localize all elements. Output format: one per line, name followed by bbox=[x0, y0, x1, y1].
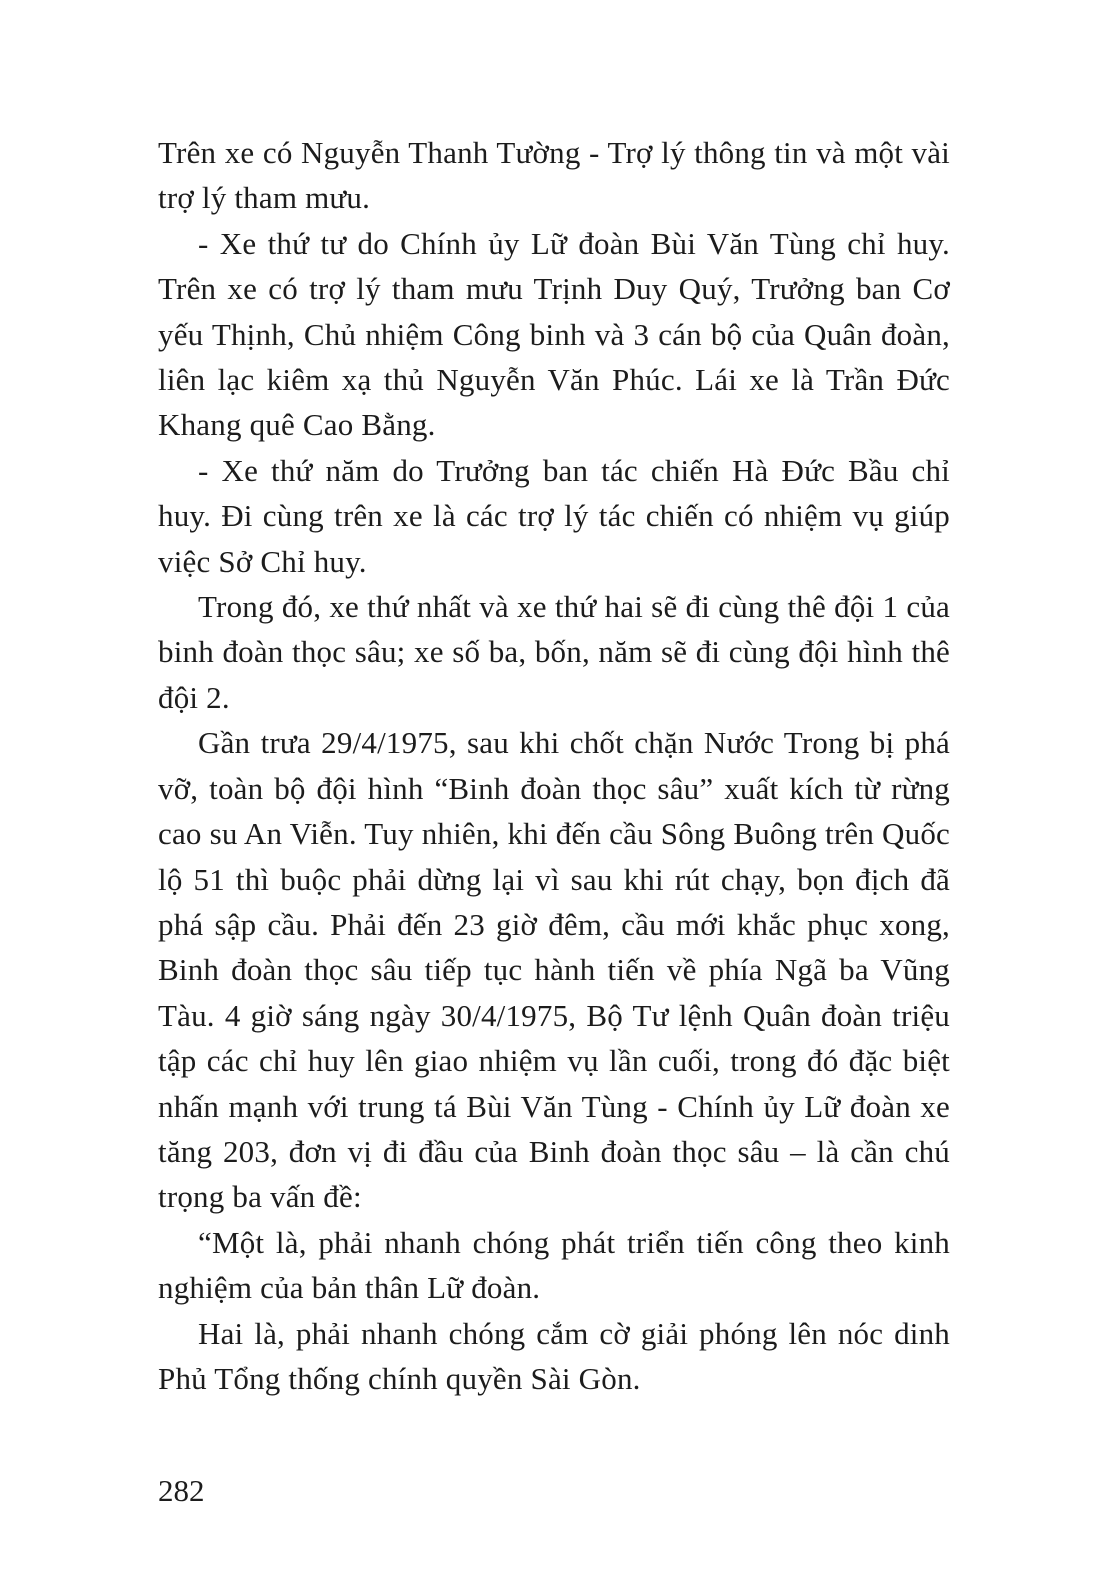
paragraph-1: Trên xe có Nguyễn Thanh Tường - Trợ lý thông tin và một vài trợ lý tham mưu. bbox=[158, 135, 950, 216]
page-number: 282 bbox=[158, 1473, 205, 1508]
paragraph-4: Trong đó, xe thứ nhất và xe thứ hai sẽ đi cùng thê đội 1 của binh đoàn thọc sâu; xe số ba, bốn, năm sẽ đi cùng đội hình thê đội 2. bbox=[158, 589, 950, 715]
paragraph-6: “Một là, phải nhanh chóng phát triển tiến công theo kinh nghiệm của bản thân Lữ đoàn. bbox=[158, 1224, 950, 1306]
paragraph-2: - Xe thứ tư do Chính ủy Lữ đoàn Bùi Văn Tùng chỉ huy. Trên xe có trợ lý tham mưu Trịnh Duy Quý, Trưởng ban Cơ yếu Thịnh, Chủ nhiệm Công binh và 3 cán bộ của Quân đoàn, liên lạc kiêm xạ thủ Nguyễn Văn Phúc. Lái xe là Trần Đức Khang quê Cao Bằng. bbox=[158, 225, 950, 443]
paragraph-3: - Xe thứ năm do Trưởng ban tác chiến Hà Đức Bầu chỉ huy. Đi cùng trên xe là các trợ lý tác chiến có nhiệm vụ giúp việc Sở Chỉ huy. bbox=[158, 452, 950, 579]
text-block bbox=[158, 130, 950, 1401]
paragraph-7: Hai là, phải nhanh chóng cắm cờ giải phóng lên nóc dinh Phủ Tổng thống chính quyền Sài Gòn. bbox=[158, 1315, 950, 1396]
paragraph-5: Gần trưa 29/4/1975, sau khi chốt chặn Nước Trong bị phá vỡ, toàn bộ đội hình “Binh đoàn thọc sâu” xuất kích từ rừng cao su An Viễn. Tuy nhiên, khi đến cầu Sông Buông trên Quốc lộ 51 thì buộc phải dừng lại vì sau khi rút chạy, bọn địch đã phá sập cầu. Phải đến 23 giờ đêm, cầu mới khắc phục xong, Binh đoàn thọc sâu tiếp tục hành tiến về phía Ngã ba Vũng Tàu. 4 giờ sáng ngày 30/4/1975, Bộ Tư lệnh Quân đoàn triệu tập các chỉ huy lên giao nhiệm vụ lần cuối, trong đó đặc biệt nhấn mạnh với trung tá Bùi Văn Tùng - Chính ủy Lữ đoàn xe tăng 203, đơn vị đi đầu của Binh đoàn thọc sâu – là cần chú trọng ba vấn đề: bbox=[158, 725, 950, 1215]
